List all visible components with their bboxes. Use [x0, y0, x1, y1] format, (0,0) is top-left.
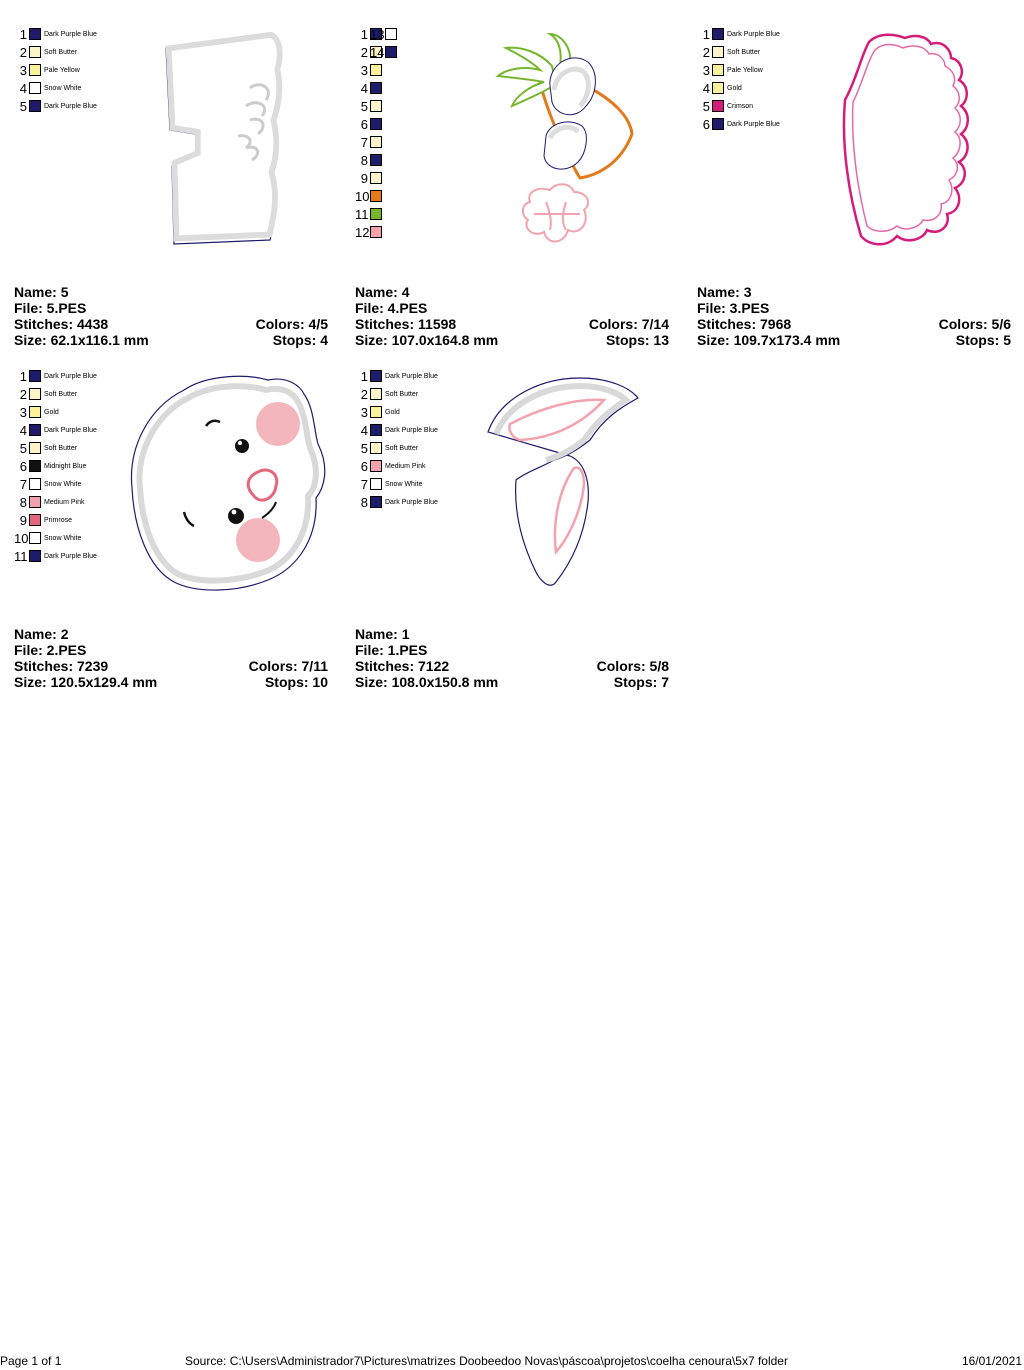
design-size: 109.7x173.4 mm	[733, 332, 841, 348]
thread-color-row	[697, 116, 827, 134]
thread-name: Gold	[727, 85, 742, 92]
design-size: 107.0x164.8 mm	[391, 332, 499, 348]
thread-color-row	[355, 80, 485, 98]
thread-color-row	[355, 188, 485, 206]
design-colors: 7/14	[641, 316, 669, 332]
design-card-5	[14, 26, 334, 346]
thread-name: Dark Purple Blue	[44, 31, 97, 38]
thread-swatch	[712, 100, 724, 112]
thread-number: 11	[355, 207, 369, 222]
thread-swatch	[29, 532, 41, 544]
thread-number: 1	[360, 369, 368, 384]
thread-name: Soft Butter	[44, 445, 78, 452]
thread-name: Dark Purple Blue	[385, 427, 438, 434]
thread-name: Medium Pink	[44, 499, 85, 506]
thread-number: 5	[19, 99, 27, 114]
thread-color-row	[355, 404, 485, 422]
thread-swatch	[29, 550, 41, 562]
thread-name: Midnight Blue	[44, 463, 87, 470]
thread-number: 8	[360, 153, 368, 168]
thread-color-row	[697, 26, 827, 44]
thread-number: 6	[702, 117, 710, 132]
thread-color-row	[355, 494, 485, 512]
design-file: 2.PES	[46, 642, 87, 658]
thread-swatch	[370, 478, 382, 490]
thread-number: 7	[360, 135, 368, 150]
thread-number: 12	[355, 225, 370, 240]
thread-number: 5	[360, 99, 368, 114]
design-size: 120.5x129.4 mm	[50, 674, 158, 690]
thread-swatch	[370, 100, 382, 112]
design-preview-3	[835, 26, 995, 256]
thread-swatch	[385, 46, 397, 58]
design-stitches: 7122	[418, 658, 450, 674]
thread-color-list	[14, 26, 144, 116]
design-preview-5	[154, 26, 314, 256]
thread-swatch	[29, 496, 41, 508]
thread-color-row	[697, 80, 827, 98]
design-size: 62.1x116.1 mm	[50, 332, 149, 348]
thread-color-row	[355, 170, 485, 188]
thread-swatch	[29, 100, 41, 112]
design-preview-1	[480, 368, 650, 598]
design-stitches: 4438	[77, 316, 109, 332]
design-info: Name: 3 File: 3.PES Stitches: 7968 Colors: 5/6 Size: 109.7x173.4 mm Stops: 5	[697, 284, 1011, 348]
design-card-4	[355, 26, 675, 346]
thread-color-row	[14, 80, 144, 98]
thread-color-row	[14, 44, 144, 62]
thread-name: Dark Purple Blue	[385, 499, 438, 506]
thread-swatch	[370, 424, 382, 436]
thread-swatch	[712, 64, 724, 76]
design-name: 5	[60, 284, 69, 300]
page-number: Page 1 of 1	[0, 1354, 62, 1368]
thread-number: 4	[360, 423, 368, 438]
thread-color-row	[370, 26, 410, 44]
thread-swatch	[29, 478, 41, 490]
thread-color-row	[355, 368, 485, 386]
thread-swatch	[29, 514, 41, 526]
design-preview-4	[490, 26, 650, 256]
thread-name: Dark Purple Blue	[44, 427, 97, 434]
design-info: Name: 4 File: 4.PES Stitches: 11598 Colors: 7/14 Size: 107.0x164.8 mm Stops: 13	[355, 284, 669, 348]
thread-swatch	[385, 28, 397, 40]
thread-number: 1	[19, 369, 27, 384]
thread-swatch	[29, 406, 41, 418]
thread-color-row	[355, 476, 485, 494]
design-stops: 5	[1003, 332, 1011, 348]
thread-number: 7	[19, 477, 27, 492]
thread-color-row	[355, 206, 485, 224]
design-stops: 13	[653, 332, 669, 348]
thread-color-row	[355, 116, 485, 134]
thread-color-row	[355, 98, 485, 116]
design-file: 4.PES	[387, 300, 428, 316]
thread-number: 6	[360, 459, 368, 474]
thread-number: 8	[360, 495, 368, 510]
thread-number: 8	[19, 495, 27, 510]
thread-number: 4	[702, 81, 710, 96]
print-date: 16/01/2021	[961, 1354, 1022, 1368]
thread-swatch	[29, 64, 41, 76]
thread-number: 3	[360, 63, 368, 78]
thread-color-row	[14, 26, 144, 44]
thread-swatch	[712, 46, 724, 58]
thread-color-row	[14, 62, 144, 80]
thread-swatch	[370, 442, 382, 454]
thread-name: Soft Butter	[385, 391, 419, 398]
thread-number: 7	[360, 477, 368, 492]
thread-swatch	[370, 154, 382, 166]
thread-color-row	[355, 422, 485, 440]
design-name: 3	[743, 284, 752, 300]
design-colors: 7/11	[301, 658, 328, 674]
design-size: 108.0x150.8 mm	[391, 674, 499, 690]
thread-swatch	[29, 82, 41, 94]
thread-swatch	[370, 82, 382, 94]
thread-color-row	[697, 44, 827, 62]
design-stitches: 7968	[760, 316, 792, 332]
thread-color-list-extra	[370, 26, 410, 60]
thread-number: 2	[702, 45, 710, 60]
thread-color-row	[355, 62, 485, 80]
thread-swatch	[370, 460, 382, 472]
thread-number: 1	[702, 27, 710, 42]
thread-name: Dark Purple Blue	[44, 103, 97, 110]
design-stitches: 11598	[418, 316, 457, 332]
thread-number: 1	[19, 27, 27, 42]
thread-name: Snow White	[44, 535, 82, 542]
source-path: Source: C:\Users\Administrador7\Pictures\matrizes Doobeedoo Novas\páscoa\projetos\coelha cenoura\5x7 folder	[185, 1354, 788, 1368]
thread-color-list	[697, 26, 827, 134]
thread-name: Pale Yellow	[44, 67, 80, 74]
thread-swatch	[370, 226, 382, 238]
thread-name: Gold	[385, 409, 400, 416]
thread-number: 6	[19, 459, 27, 474]
thread-number: 3	[19, 405, 27, 420]
design-colors: 5/8	[649, 658, 669, 674]
thread-name: Soft Butter	[44, 49, 78, 56]
thread-swatch	[29, 460, 41, 472]
thread-name: Dark Purple Blue	[44, 373, 97, 380]
design-card-1	[355, 368, 675, 688]
thread-name: Crimson	[727, 103, 754, 110]
thread-swatch	[370, 388, 382, 400]
thread-color-row	[697, 98, 827, 116]
thread-swatch	[370, 172, 382, 184]
thread-number: 2	[19, 45, 27, 60]
design-preview-2	[118, 368, 328, 598]
thread-swatch	[370, 370, 382, 382]
thread-number: 4	[19, 81, 27, 96]
thread-number: 3	[19, 63, 27, 78]
thread-number: 2	[19, 387, 27, 402]
thread-name: Gold	[44, 409, 59, 416]
thread-number: 2	[360, 45, 368, 60]
design-stitches: 7239	[77, 658, 109, 674]
thread-swatch	[370, 118, 382, 130]
thread-swatch	[29, 442, 41, 454]
thread-number: 10	[355, 189, 370, 204]
design-file: 3.PES	[729, 300, 770, 316]
design-colors: 5/6	[991, 316, 1011, 332]
design-info: Name: 5 File: 5.PES Stitches: 4438 Colors: 4/5 Size: 62.1x116.1 mm Stops: 4	[14, 284, 328, 348]
thread-swatch	[29, 28, 41, 40]
thread-swatch	[29, 424, 41, 436]
thread-number: 9	[19, 513, 27, 528]
thread-swatch	[29, 370, 41, 382]
thread-name: Pale Yellow	[727, 67, 763, 74]
design-stops: 7	[661, 674, 669, 690]
thread-number: 5	[19, 441, 27, 456]
thread-swatch	[370, 190, 382, 202]
thread-number: 4	[19, 423, 27, 438]
thread-swatch	[712, 118, 724, 130]
design-name: 4	[401, 284, 410, 300]
thread-swatch	[370, 136, 382, 148]
thread-number: 3	[360, 405, 368, 420]
thread-name: Dark Purple Blue	[44, 553, 97, 560]
thread-color-row	[355, 440, 485, 458]
design-stops: 10	[312, 674, 328, 690]
design-stops: 4	[320, 332, 328, 348]
thread-color-list	[355, 368, 485, 512]
thread-name: Soft Butter	[44, 391, 78, 398]
thread-swatch	[370, 208, 382, 220]
design-info: Name: 2 File: 2.PES Stitches: 7239 Colors: 7/11 Size: 120.5x129.4 mm Stops: 10	[14, 626, 328, 690]
thread-color-row	[355, 224, 485, 242]
thread-name: Snow White	[44, 85, 82, 92]
thread-swatch	[712, 82, 724, 94]
thread-name: Snow White	[385, 481, 423, 488]
thread-name: Dark Purple Blue	[727, 121, 780, 128]
thread-number: 4	[360, 81, 368, 96]
thread-name: Dark Purple Blue	[385, 373, 438, 380]
design-name: 1	[401, 626, 410, 642]
thread-number: 6	[360, 117, 368, 132]
thread-number: 2	[360, 387, 368, 402]
thread-color-row	[355, 152, 485, 170]
thread-number: 1	[360, 27, 368, 42]
thread-name: Soft Butter	[727, 49, 761, 56]
thread-swatch	[370, 64, 382, 76]
thread-swatch	[370, 406, 382, 418]
thread-number: 5	[702, 99, 710, 114]
thread-name: Soft Butter	[385, 445, 419, 452]
thread-color-row	[355, 458, 485, 476]
thread-name: Snow White	[44, 481, 82, 488]
design-card-2	[14, 368, 334, 688]
design-info: Name: 1 File: 1.PES Stitches: 7122 Colors: 5/8 Size: 108.0x150.8 mm Stops: 7	[355, 626, 669, 690]
thread-name: Primrose	[44, 517, 73, 524]
thread-color-row	[697, 62, 827, 80]
thread-color-row	[355, 134, 485, 152]
design-colors: 4/5	[308, 316, 328, 332]
thread-swatch	[29, 46, 41, 58]
thread-swatch	[29, 388, 41, 400]
thread-number: 3	[702, 63, 710, 78]
thread-number: 11	[14, 549, 28, 564]
thread-name: Medium Pink	[385, 463, 426, 470]
thread-number: 14	[370, 45, 385, 60]
thread-color-row	[355, 386, 485, 404]
thread-color-row	[370, 44, 410, 62]
thread-number: 10	[14, 531, 29, 546]
design-name: 2	[60, 626, 69, 642]
thread-swatch	[370, 496, 382, 508]
thread-color-row	[14, 98, 144, 116]
thread-swatch	[712, 28, 724, 40]
thread-name: Dark Purple Blue	[727, 31, 780, 38]
thread-number: 13	[370, 27, 385, 42]
design-file: 1.PES	[387, 642, 428, 658]
design-file: 5.PES	[46, 300, 87, 316]
thread-number: 5	[360, 441, 368, 456]
design-card-3	[697, 26, 1017, 346]
thread-number: 9	[360, 171, 368, 186]
